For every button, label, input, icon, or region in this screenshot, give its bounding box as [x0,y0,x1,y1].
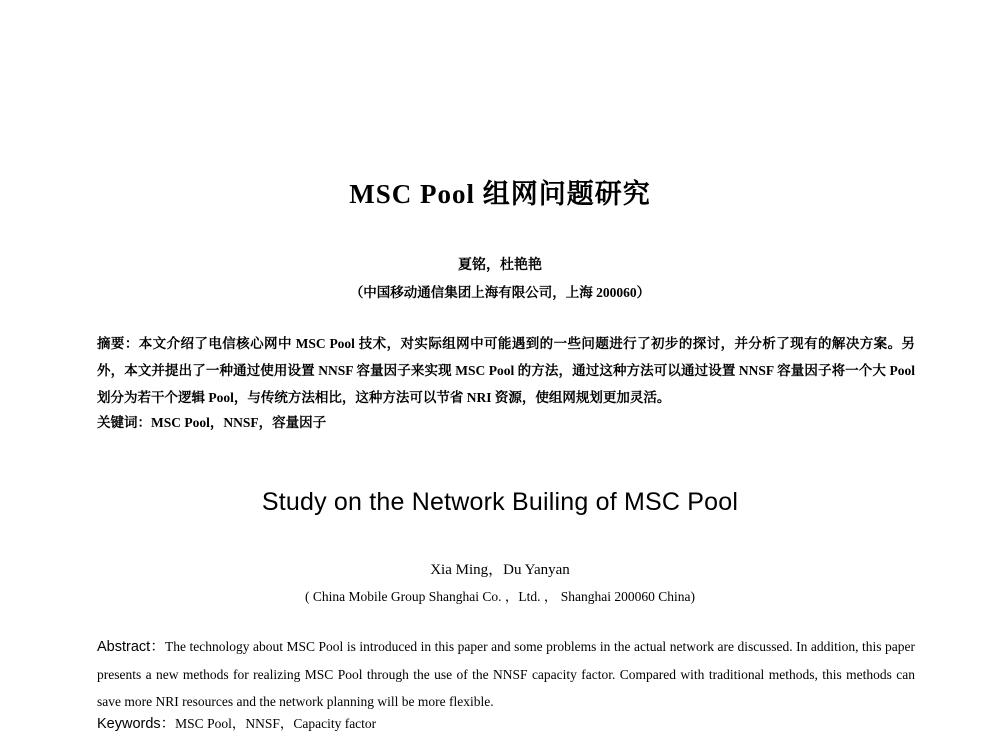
chinese-title: MSC Pool 组网问题研究 [349,179,651,209]
chinese-keywords-text: MSC Pool，NNSF，容量因子 [151,415,327,430]
english-authors: Xia Ming，Du Yanyan [430,562,570,578]
english-abstract [97,633,915,715]
chinese-keywords [97,411,326,431]
english-affiliation: ( China Mobile Group Shanghai Co. ，Ltd. ， Shanghai 200060 China) [305,589,695,604]
english-abstract-label: Abstract： [97,639,165,655]
chinese-authors: 夏铭，杜艳艳 [458,258,542,273]
english-keywords-text: MSC Pool，NNSF，Capacity factor [175,716,377,731]
chinese-keywords-label: 关键词： [97,415,151,430]
english-abstract-text: The technology about MSC Pool is introduced in this paper and some problems in the actual network are discussed. In addition, this paper presents a new methods for realizing MSC Pool through the use of the NNSF capacity factor. Compared with traditional methods, this methods can save more NRI resources and the network planning will be more flexible. [97,639,916,709]
chinese-affiliation: （中国移动通信集团上海有限公司，上海 200060） [349,285,651,300]
english-keywords-label: Keywords： [97,716,176,732]
chinese-abstract-text: 本文介绍了电信核心网中 MSC Pool 技术，对实际组网中可能遇到的一些问题进行了初步的探讨，并分析了现有的解决方案。另外，本文并提出了一种通过使用设置 NNSF 容量因子来实现 MSC Pool 的方法，通过这种方法可以通过设置 NNSF 容量因子将一个大 Pool 划分为若干个逻辑 Pool，与传统方法相比，这种方法可以节省 NRI 资源，使组网规划更加灵活。 [97,336,916,405]
english-title: Study on the Network Builing of MSC Pool [261,488,739,516]
english-keywords [97,712,376,733]
chinese-abstract [97,330,915,411]
chinese-abstract-label: 摘要： [97,336,139,351]
